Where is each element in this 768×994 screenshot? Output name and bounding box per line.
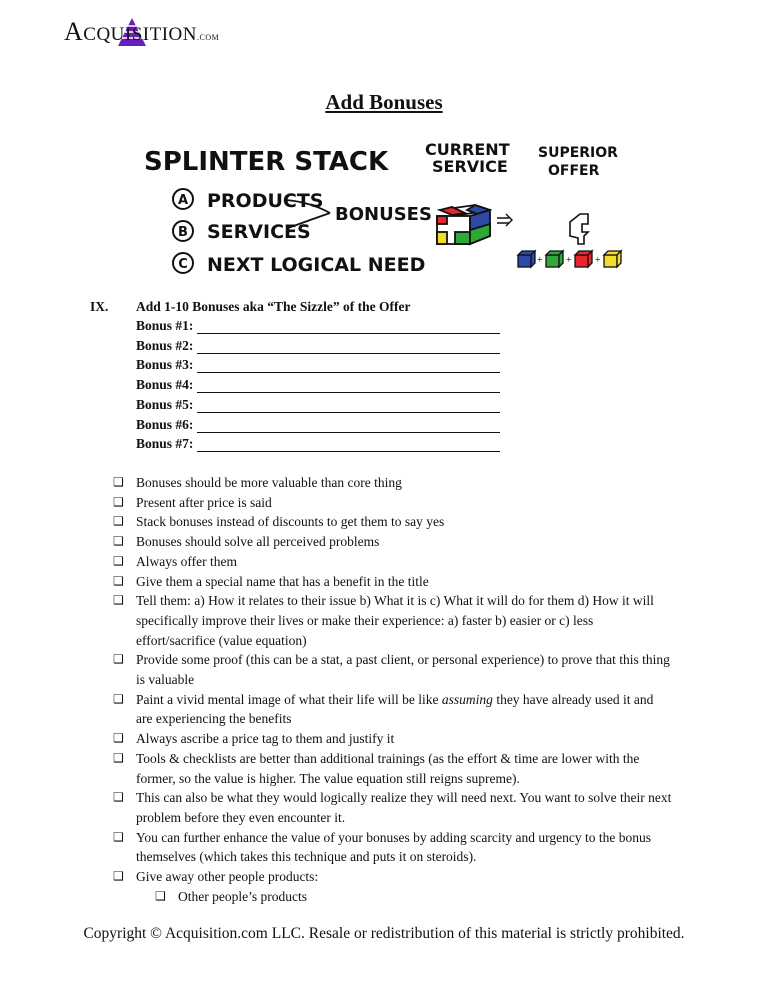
checkbox-icon[interactable]: ❑ (155, 888, 166, 903)
checklist-text: Stack bonuses instead of discounts to get them to say yes (136, 514, 445, 530)
bonus-field (136, 436, 500, 452)
service-label: SERVICE (432, 157, 508, 176)
checkbox-icon[interactable]: ❑ (113, 750, 124, 765)
item-letter: A (177, 193, 189, 208)
checklist-item (113, 493, 673, 513)
bonus-field (136, 397, 500, 413)
checkbox-icon[interactable]: ❑ (113, 790, 124, 805)
checkbox-icon[interactable]: ❑ (113, 553, 124, 568)
checklist-text: This can also be what they would logically realize they will need next. You want to solve their next problem before they even encounter it. (136, 790, 672, 825)
bonus-label: Bonus #1: (136, 318, 194, 333)
logo-rest: CQUISITION (83, 24, 197, 45)
checklist-item (113, 591, 673, 650)
diagram-heading: SPLINTER STACK (144, 147, 389, 177)
checkbox-icon[interactable]: ❑ (113, 494, 124, 509)
section-heading: Add 1-10 Bonuses aka “The Sizzle” of the Offer (136, 299, 411, 314)
checklist-text: Give away other people products: (136, 869, 319, 885)
superior-label: SUPERIOR (538, 145, 618, 161)
checklist-item (113, 729, 673, 749)
checkbox-icon[interactable]: ❑ (113, 731, 124, 746)
current-label: CURRENT (425, 140, 510, 159)
bonus-cubes-icon (518, 251, 621, 267)
checklist-text: Always ascribe a price tag to them and justify it (136, 731, 395, 747)
checklist-text: Tell them: a) How it relates to their issue b) What it is c) What it will do for them d) How it will specifically improve their lives or make their experience: a) faster b) easier or c) less effort/sacrifice (value equation) (136, 593, 654, 648)
checklist (113, 473, 673, 906)
diagram-item-a (173, 189, 324, 212)
checkbox-icon[interactable]: ❑ (113, 691, 124, 706)
logo-suffix: .COM (197, 33, 220, 42)
checkbox-icon[interactable]: ❑ (113, 869, 124, 884)
checkbox-icon[interactable]: ❑ (113, 593, 124, 608)
svg-text:+: + (537, 255, 543, 266)
bonus-label: Bonus #6: (136, 416, 194, 432)
checklist-item (113, 532, 673, 552)
checklist-text: Tools & checklists are better than additional trainings (as the effort & time are lower with the former, so the value is higher. The value equation still reigns supreme). (136, 750, 640, 786)
checklist-text: Bonuses should be more valuable than core thing (136, 475, 402, 490)
checklist-item (113, 690, 673, 729)
current-service-cube-icon (437, 205, 490, 244)
checklist-item (113, 512, 673, 532)
bonus-blank-line[interactable] (197, 418, 500, 433)
item-label: PRODUCTS (207, 190, 324, 212)
checkbox-icon[interactable]: ❑ (113, 514, 124, 529)
checkbox-icon[interactable]: ❑ (113, 475, 124, 489)
offer-label: OFFER (548, 163, 600, 179)
bonus-label: Bonus #7: (136, 436, 194, 452)
checkbox-icon[interactable]: ❑ (113, 652, 124, 667)
item-label: SERVICES (207, 221, 311, 243)
bonuses-label: BONUSES (335, 204, 432, 225)
checkbox-icon[interactable]: ❑ (113, 534, 124, 549)
checkbox-icon[interactable]: ❑ (113, 829, 124, 844)
plus-shape-icon (570, 214, 588, 244)
bonus-blank-line[interactable] (197, 339, 500, 354)
checklist-text: You can further enhance the value of your bonuses by adding scarcity and urgency to the bonus themselves (which takes this technique and puts it on steroids). (136, 829, 651, 865)
checklist-item (113, 788, 673, 827)
checklist-item (113, 749, 673, 788)
logo-wordmark (64, 17, 219, 47)
svg-text:+: + (566, 255, 572, 266)
checkbox-icon[interactable]: ❑ (113, 573, 124, 588)
item-label: NEXT LOGICAL NEED (207, 254, 426, 276)
vivid-before: Paint a vivid mental image of what their life will be like (136, 691, 442, 707)
item-letter: B (178, 225, 188, 240)
bonus-blank-line[interactable] (197, 398, 500, 413)
diagram-item-c (173, 253, 425, 276)
checklist-item (113, 650, 673, 689)
bonus-field (136, 417, 500, 433)
checklist-text: Present after price is said (136, 494, 272, 510)
footer-copyright: Copyright © Acquisition.com LLC. Resale or redistribution of this material is strictly prohibited. (83, 925, 685, 942)
bonus-blank-line[interactable] (197, 319, 500, 334)
page-title: Add Bonuses (325, 90, 443, 114)
checklist-text: Bonuses should solve all perceived problems (136, 534, 380, 550)
section-number: IX. (90, 299, 109, 314)
checklist-item (113, 828, 673, 867)
checklist-item (113, 473, 673, 493)
bonus-field (136, 318, 500, 334)
bonus-label: Bonus #2: (136, 337, 194, 353)
checklist-text: Always offer them (136, 553, 237, 569)
svg-text:+: + (595, 255, 601, 266)
bonus-blank-line[interactable] (197, 437, 500, 452)
bonus-field (136, 338, 500, 354)
item-letter: C (178, 257, 188, 272)
checklist-text: Provide some proof (this can be a stat, a past client, or personal experience) to prove that this thing is valuable (136, 652, 670, 688)
bonus-label: Bonus #3: (136, 357, 194, 373)
bonus-label: Bonus #5: (136, 396, 194, 412)
arrow-icon (497, 214, 512, 226)
checklist-item (113, 867, 673, 887)
bonus-blank-line[interactable] (197, 378, 500, 393)
bonus-label: Bonus #4: (136, 377, 194, 393)
vivid-emph: assuming (441, 691, 493, 707)
bonus-field (136, 377, 500, 393)
diagram-item-b (173, 221, 311, 243)
checklist-text: Give them a special name that has a benefit in the title (136, 573, 429, 589)
checklist-text (136, 690, 673, 729)
bonus-blank-line[interactable] (197, 358, 500, 373)
bonus-field (136, 357, 500, 373)
checklist-item (113, 552, 673, 572)
checklist-item (113, 887, 673, 907)
logo-initial: A (64, 17, 84, 46)
checklist-text: Other people’s products (178, 888, 307, 904)
checklist-item (113, 572, 673, 592)
vivid-after: they have already used it and are experiencing the benefits (136, 691, 654, 727)
splinter-stack-diagram (130, 130, 640, 280)
